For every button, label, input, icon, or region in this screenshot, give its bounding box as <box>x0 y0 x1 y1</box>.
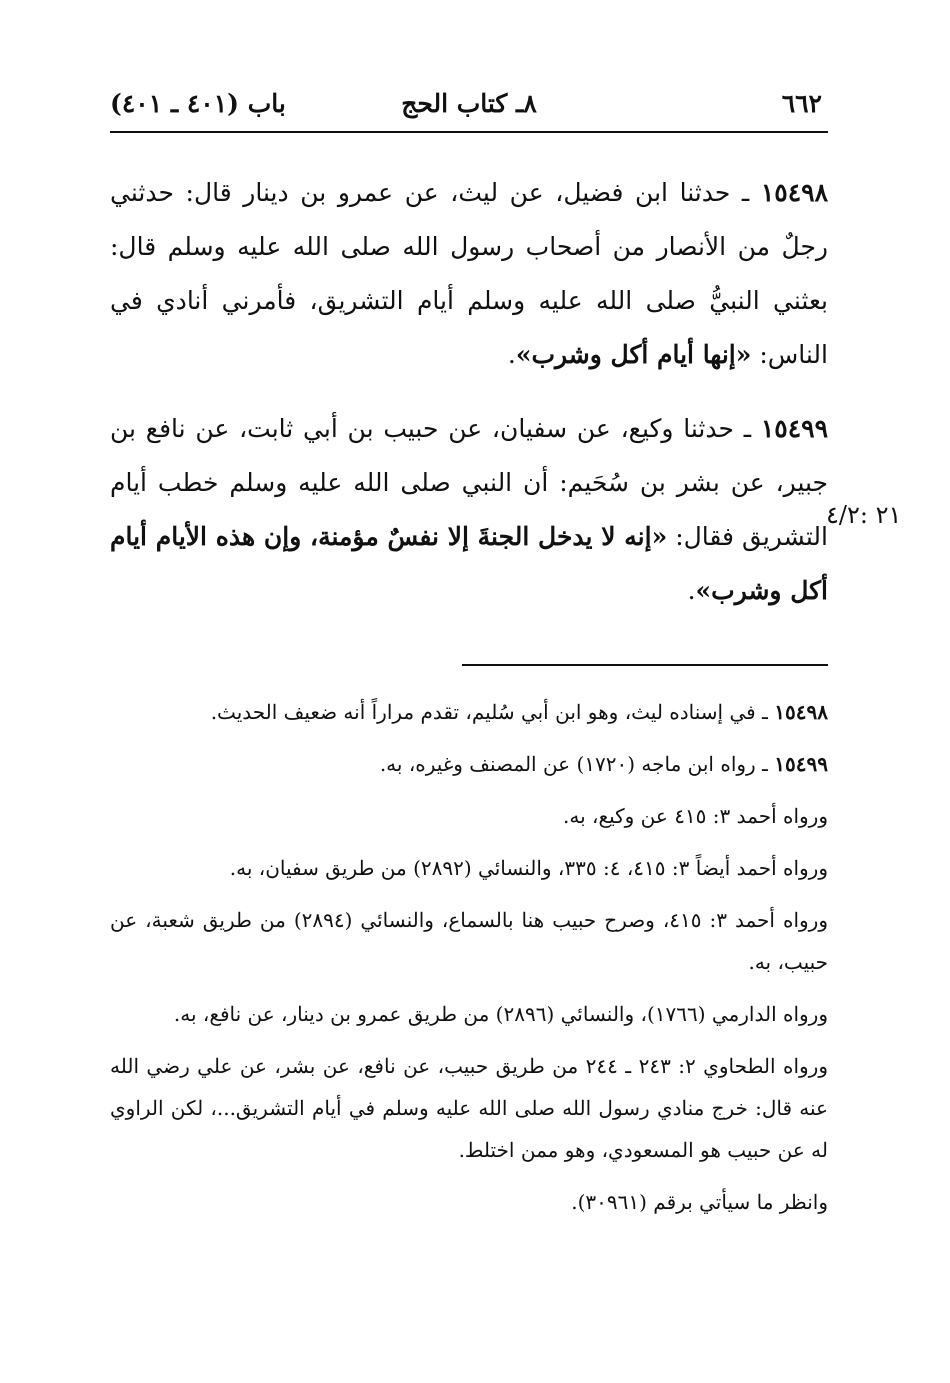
footnote-text: ورواه أحمد ٣: ٤١٥ عن وكيع، به. <box>562 804 828 828</box>
footnote <box>110 743 828 785</box>
hadith-end: . <box>507 340 516 369</box>
book-title: ٨ـ كتاب الحج <box>401 89 537 118</box>
footnote-rule <box>462 664 828 666</box>
footnote-text: ـ رواه ابن ماجه (١٧٢٠) عن المصنف وغيره، به. <box>379 752 775 776</box>
footnote <box>110 1045 828 1171</box>
footnotes <box>110 691 828 1233</box>
footnote <box>110 691 828 733</box>
header-rule <box>110 131 828 133</box>
footnote-text: ورواه الطحاوي ٢: ٢٤٣ ـ ٢٤٤ من طريق حبيب، عن نافع، عن بشر، عن علي رضي الله عنه قال: خرج منادي رسول الله صلى الله عليه وسلم في أيام التشريق...، لكن الراوي له عن حبيب هو المسعودي، وهو ممن اختلط. <box>110 1054 828 1162</box>
main-text <box>110 166 828 638</box>
page-header <box>110 86 828 130</box>
hadith-15498 <box>110 166 828 382</box>
footnote-number: ١٥٤٩٩ <box>774 752 828 776</box>
page-number: ٦٦٢ <box>781 89 822 118</box>
footnote <box>110 847 828 889</box>
hadith-text: ـ حدثنا ابن فضيل، عن ليث، عن عمرو بن دينار قال: حدثني رجلٌ من الأنصار من أصحاب رسول الله صلى الله عليه وسلم قال: بعثني النبيُّ صلى الله عليه وسلم أيام التشريق، فأمرني أنادي في الناس: <box>110 178 828 369</box>
footnote-text: ورواه الدارمي (١٧٦٦)، والنسائي (٢٨٩٦) من طريق عمرو بن دينار، عن نافع، به. <box>173 1002 828 1026</box>
footnote-text: ورواه أحمد ٣: ٤١٥، وصرح حبيب هنا بالسماع، والنسائي (٢٨٩٤) من طريق شعبة، عن حبيب، به. <box>110 908 828 974</box>
footnote-text: ورواه أحمد أيضاً ٣: ٤١٥، ٤: ٣٣٥، والنسائي (٢٨٩٢) من طريق سفيان، به. <box>229 856 828 880</box>
chapter-title: باب (٤٠١ ـ ٤٠١) <box>110 89 286 118</box>
hadith-number: ١٥٤٩٩ <box>760 414 828 443</box>
hadith-number: ١٥٤٩٨ <box>760 178 828 207</box>
footnote <box>110 1181 828 1223</box>
footnote <box>110 899 828 983</box>
hadith-end: . <box>687 576 696 605</box>
footnote-text: وانظر ما سيأتي برقم (٣٠٩٦١). <box>571 1190 828 1214</box>
footnote-text: ـ في إسناده ليث، وهو ابن أبي سُليم، تقدم مراراً أنه ضعيف الحديث. <box>210 700 775 724</box>
margin-reference: ٢١ :٤/٢ <box>826 501 902 529</box>
footnote <box>110 795 828 837</box>
hadith-text: ـ حدثنا وكيع، عن سفيان، عن حبيب بن أبي ثابت، عن نافع بن جبير، عن بشر بن سُحَيم: أن النبي صلى الله عليه وسلم خطب أيام التشريق فقال: <box>110 414 828 551</box>
hadith-matn: «إنه لا يدخل الجنةَ إلا نفسٌ مؤمنة، وإن هذه الأيام أيام أكل وشرب» <box>110 522 828 605</box>
hadith-matn: «إنها أيام أكل وشرب» <box>515 340 752 369</box>
footnote <box>110 993 828 1035</box>
footnote-number: ١٥٤٩٨ <box>774 700 828 724</box>
hadith-15499 <box>110 402 828 618</box>
